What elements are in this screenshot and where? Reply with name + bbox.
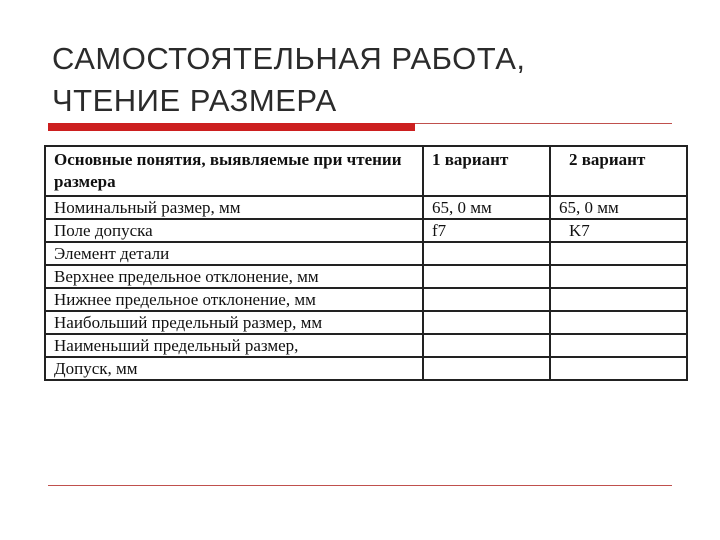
- footer-rule: [48, 485, 672, 486]
- slide-title: [52, 38, 692, 122]
- table-row: [45, 196, 687, 219]
- header-variant-2: 2 вариант: [550, 146, 687, 196]
- slide-title-line-2: ЧТЕНИЕ РАЗМЕРА: [52, 83, 337, 118]
- variant-1-cell: f7: [423, 219, 550, 242]
- row-label: Допуск, мм: [45, 357, 423, 380]
- row-label: Номинальный размер, мм: [45, 196, 423, 219]
- row-label: Нижнее предельное отклонение, мм: [45, 288, 423, 311]
- variant-1-cell: [423, 265, 550, 288]
- table-row: [45, 242, 687, 265]
- variant-1-cell: [423, 357, 550, 380]
- header-variant-1: 1 вариант: [423, 146, 550, 196]
- variant-2-cell: [550, 311, 687, 334]
- table-row: [45, 311, 687, 334]
- variant-2-cell: [550, 334, 687, 357]
- row-label: Верхнее предельное отклонение, мм: [45, 265, 423, 288]
- size-reading-table: [44, 145, 688, 381]
- table-row: [45, 265, 687, 288]
- table-row: [45, 288, 687, 311]
- header-concepts: Основные понятия, выявляемые при чтении размера: [45, 146, 423, 196]
- variant-1-cell: 65, 0 мм: [423, 196, 550, 219]
- row-label: Наименьший предельный размер,: [45, 334, 423, 357]
- variant-2-cell: [550, 288, 687, 311]
- variant-2-cell: [550, 357, 687, 380]
- table-header-row: [45, 146, 687, 196]
- table-row: [45, 357, 687, 380]
- title-accent-bar: [48, 123, 415, 131]
- table-row: [45, 334, 687, 357]
- variant-1-cell: [423, 334, 550, 357]
- slide-title-line-1: САМОСТОЯТЕЛЬНАЯ РАБОТА,: [52, 41, 526, 76]
- variant-2-cell: K7: [550, 219, 687, 242]
- variant-2-cell: 65, 0 мм: [550, 196, 687, 219]
- variant-2-cell: [550, 242, 687, 265]
- row-label: Элемент детали: [45, 242, 423, 265]
- variant-1-cell: [423, 288, 550, 311]
- variant-2-cell: [550, 265, 687, 288]
- row-label: Наибольший предельный размер, мм: [45, 311, 423, 334]
- row-label: Поле допуска: [45, 219, 423, 242]
- table-row: [45, 219, 687, 242]
- variant-1-cell: [423, 311, 550, 334]
- variant-1-cell: [423, 242, 550, 265]
